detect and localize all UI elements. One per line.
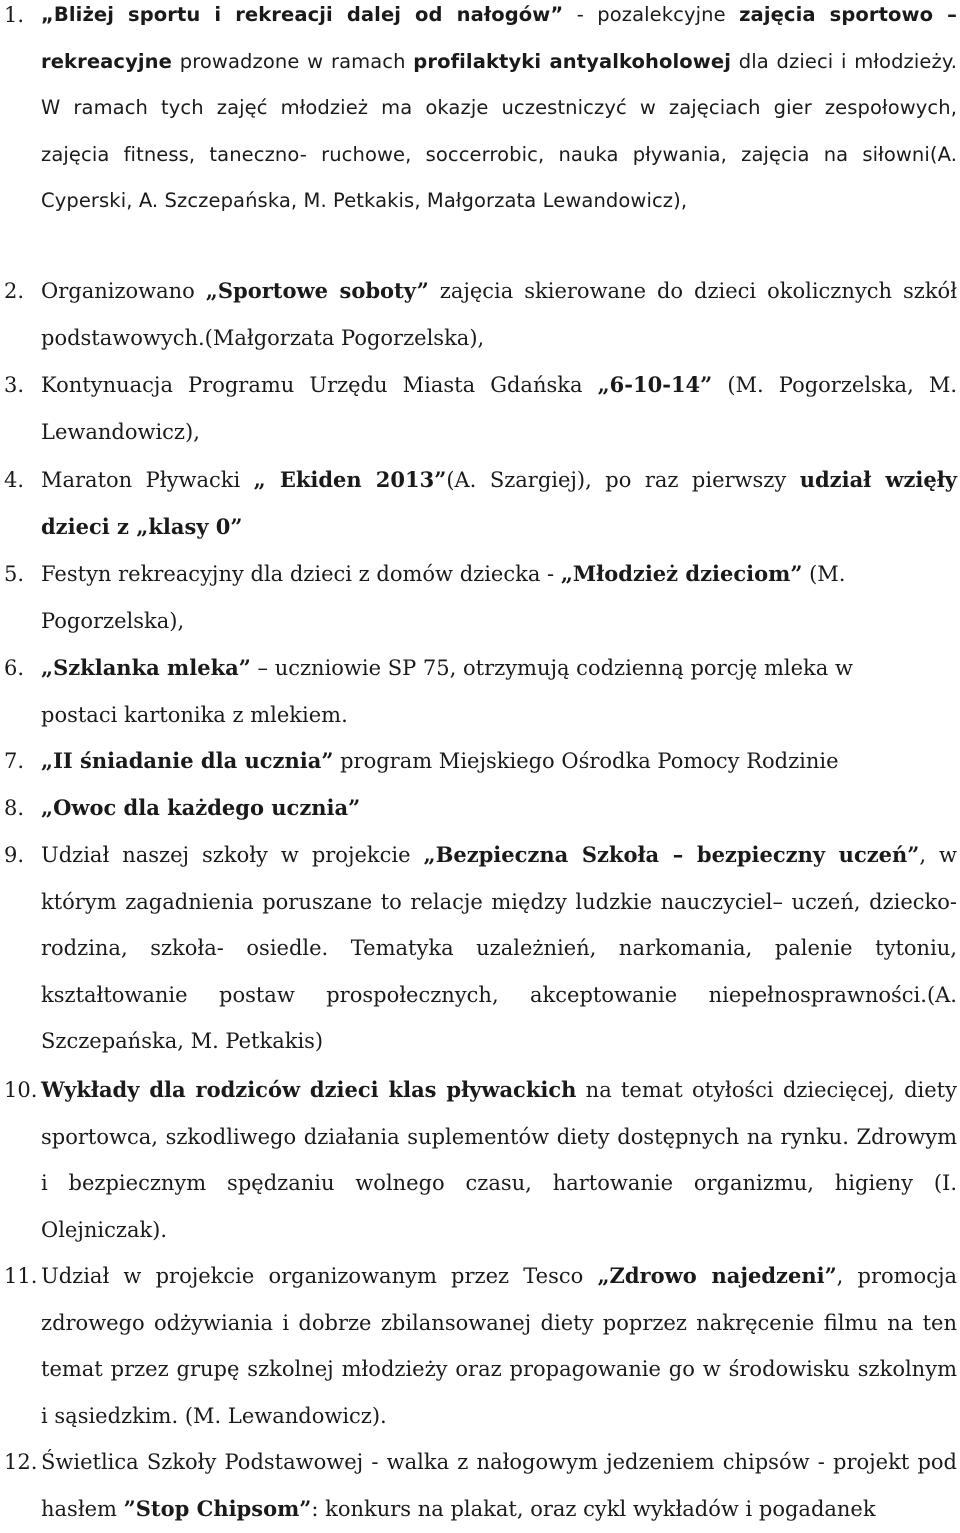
list-number: 1. bbox=[4, 3, 25, 27]
item-text: - pozalekcyjne bbox=[563, 3, 740, 26]
list-item-12 bbox=[0, 1439, 960, 1533]
item-text-bold: „Sportowe soboty” bbox=[205, 278, 429, 303]
item-text-bold: „Młodzież dzieciom” bbox=[560, 561, 803, 586]
item-text-bold: „6-10-14” bbox=[597, 372, 713, 397]
item-text: : konkurs na plakat, oraz cykl wykładów i pogadanek bbox=[311, 1496, 876, 1521]
item-text: Świetlica Szkoły Podstawowej - walka z nałogowym jedzeniem chipsów - projekt pod hasłem bbox=[41, 1450, 957, 1521]
item-text: Organizowano bbox=[41, 279, 206, 303]
list-item-text bbox=[41, 785, 957, 832]
list-item-1 bbox=[0, 0, 960, 232]
item-text: , promocja zdrowego odżywiania i dobrze zbilansowanej diety poprzez nakręcenie filmu na ten temat przez grupę szkolnej młodzieży oraz propagowanie go w środowisku szkolnym i sąsiedzkim. (M. Lewandowicz). bbox=[41, 1264, 957, 1428]
list-item-4 bbox=[0, 457, 960, 551]
list-item-8 bbox=[0, 785, 960, 832]
list-item-text bbox=[41, 1253, 957, 1439]
list-number: 2. bbox=[4, 279, 25, 303]
item-text: (A. Szargiej), po raz pierwszy bbox=[446, 468, 800, 492]
list-number: 12. bbox=[4, 1450, 38, 1474]
list-number: 7. bbox=[4, 749, 25, 773]
item-text: (M. Pogorzelska, M. Lewandowicz), bbox=[41, 373, 958, 444]
item-text-bold: „Zdrowo najedzeni” bbox=[597, 1263, 837, 1288]
item-text-bold: „Bezpieczna Szkoła – bezpieczny uczeń” bbox=[423, 842, 920, 867]
list-item-7 bbox=[0, 738, 960, 785]
item-text: , w którym zagadnienia poruszane to relacje między ludzkie nauczyciel– uczeń, dziecko-rodzina, szkoła- osiedle. Tematyka uzależnień, narkomania, palenie tytoniu, kształtowanie postaw prospołecznych, akceptowanie niepełnosprawności.(A. Szczepańska, M. Petkakis) bbox=[41, 843, 957, 1053]
list-item-10 bbox=[0, 1067, 960, 1254]
item-text-bold: „Szklanka mleka” bbox=[41, 655, 251, 680]
list-item-text bbox=[41, 457, 957, 550]
list-item-2 bbox=[0, 268, 960, 362]
item-text: Maraton Pływacki bbox=[41, 468, 254, 492]
list-number: 8. bbox=[4, 796, 25, 820]
list-item-text bbox=[41, 1439, 957, 1532]
list-item-text bbox=[41, 832, 957, 1065]
list-item-text bbox=[41, 645, 871, 738]
item-text-bold: „ Ekiden 2013” bbox=[253, 467, 447, 492]
item-text: Udział w projekcie organizowanym przez Tesco bbox=[41, 1264, 598, 1288]
list-number: 3. bbox=[4, 373, 25, 397]
list-item-text bbox=[41, 268, 957, 361]
item-text: – uczniowie SP 75, otrzymują codzienną porcję mleka w postaci kartonika z mlekiem. bbox=[41, 656, 853, 727]
list-number: 6. bbox=[4, 656, 25, 680]
list-number: 9. bbox=[4, 843, 25, 867]
item-text: program Miejskiego Ośrodka Pomocy Rodzinie bbox=[333, 749, 839, 773]
list-number: 5. bbox=[4, 562, 25, 586]
list-item-6 bbox=[0, 645, 960, 739]
list-item-11 bbox=[0, 1253, 960, 1440]
list-item-text bbox=[41, 738, 957, 785]
list-number: 4. bbox=[4, 468, 25, 492]
list-item-3 bbox=[0, 362, 960, 456]
item-text-bold: ”Stop Chipsom” bbox=[123, 1495, 312, 1521]
item-text-bold: udział wzięły dzieci z „klasy 0” bbox=[41, 467, 957, 539]
item-text-bold: profilaktyki antyalkoholowej bbox=[413, 49, 732, 73]
list-item-text bbox=[41, 551, 861, 644]
item-text: Kontynuacja Programu Urzędu Miasta Gdańska bbox=[41, 373, 598, 397]
item-text-bold: „Owoc dla każdego ucznia” bbox=[41, 795, 361, 820]
item-text: dla dzieci i młodzieży. W ramach tych zajęć młodzież ma okazje uczestniczyć w zajęciach gier zespołowych, zajęcia fitness, taneczno- ruchowe, soccerrobic, nauka pływania, zajęcia na siłowni(A. Cyperski, A. Szczepańska, M. Petkakis, Małgorzata Lewandowicz), bbox=[41, 49, 957, 212]
list-item-text bbox=[41, 0, 957, 225]
item-text: (M. Pogorzelska), bbox=[41, 562, 846, 633]
list-item-9 bbox=[0, 832, 960, 1064]
item-text-bold: zajęcia sportowo – rekreacyjne bbox=[41, 3, 958, 73]
item-text: prowadzone w ramach bbox=[171, 49, 414, 73]
item-text: Udział naszej szkoły w projekcie bbox=[41, 843, 424, 867]
list-item-5 bbox=[0, 551, 960, 645]
list-number: 10. bbox=[4, 1078, 38, 1102]
list-item-text bbox=[41, 1067, 957, 1253]
item-text: na temat otyłości dziecięcej, diety sportowca, szkodliwego działania suplementów diety dostępnych na rynku. Zdrowym i bezpiecznym spędzaniu wolnego czasu, hartowanie organizmu, higieny (I. Olejniczak). bbox=[41, 1078, 957, 1242]
list-item-text bbox=[41, 362, 957, 455]
item-text-bold: „Bliżej sportu i rekreacji dalej od nałogów” bbox=[41, 3, 564, 26]
item-text: zajęcia skierowane do dzieci okolicznych szkół podstawowych.(Małgorzata Pogorzelska), bbox=[41, 279, 957, 350]
list-number: 11. bbox=[4, 1264, 38, 1288]
item-text: Festyn rekreacyjny dla dzieci z domów dziecka - bbox=[41, 562, 561, 586]
item-text-bold: Wykłady dla rodziców dzieci klas pływackich bbox=[41, 1077, 577, 1102]
item-text-bold: „II śniadanie dla ucznia” bbox=[41, 748, 334, 773]
